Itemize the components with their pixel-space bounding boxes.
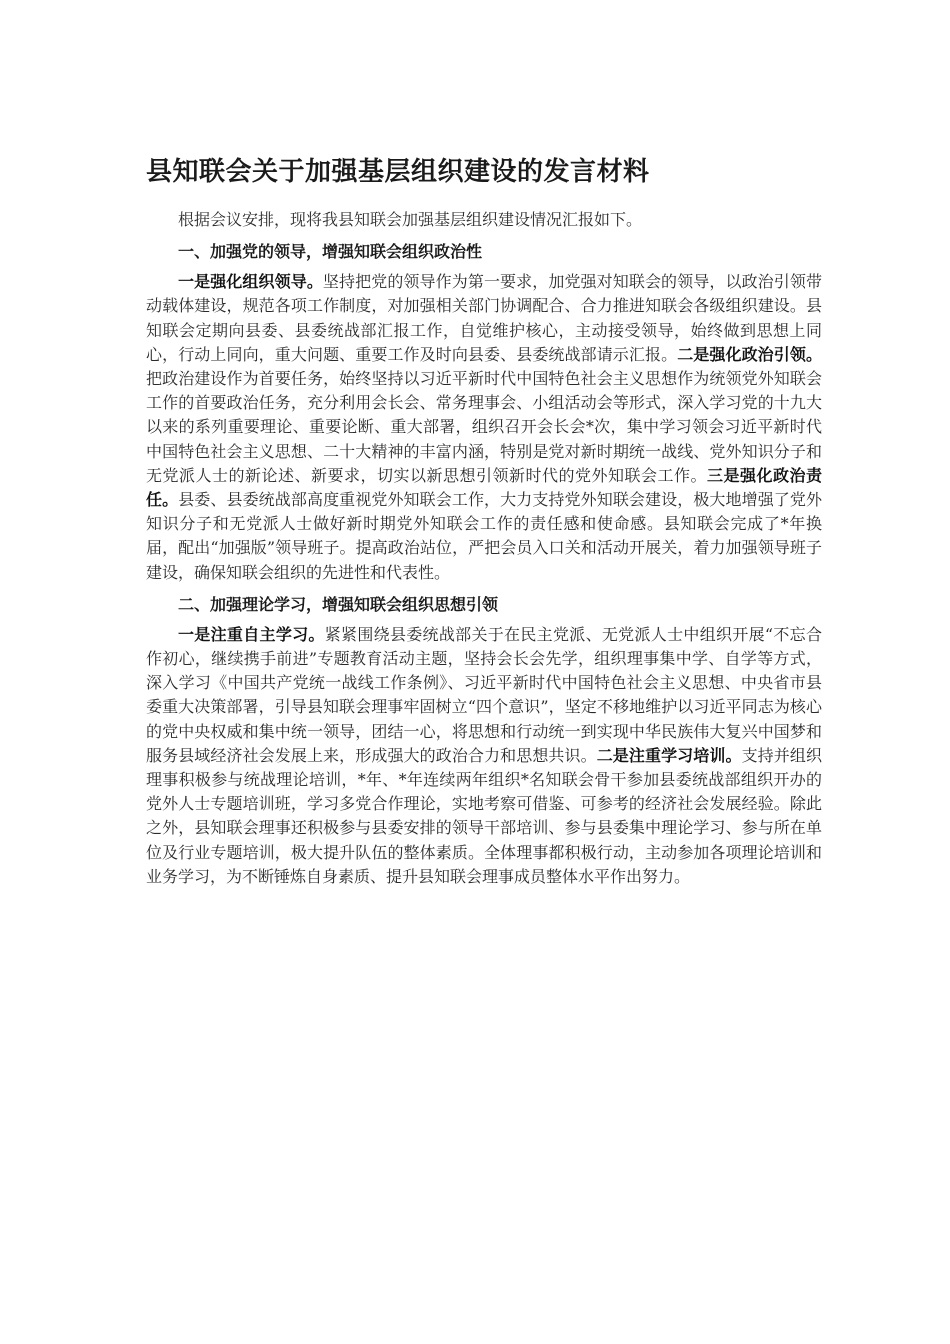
section-2 (146, 593, 822, 889)
section-1 (146, 240, 822, 585)
page-title: 县知联会关于加强基层组织建设的发言材料 (146, 157, 650, 187)
body-text: 把政治建设作为首要任务，始终坚持以习近平新时代中国特色社会主义思想作为统领党外知联会工作的首要政治任务，充分利用会长会、常务理事会、小组活动会等形式，深入学习党的十九大以来的系列重要理论、重要论断、重大部署，组织召开会长会*次，集中学习领会习近平新时代中国特色社会主义思想、二十大精神的丰富内涵，特别是党对新时期统一战线、党外知识分子和无党派人士的新论述、新要求，切实以新思想引领新时代的党外知联会工作。 (146, 369, 822, 485)
lead-phrase: 一是注重自主学习。 (178, 624, 325, 644)
body-text: 支持并组织理事积极参与统战理论培训，*年、*年连续两年组织*名知联会骨干参加县委统战部组织开办的党外人士专题培训班，学习多党合作理论，实地考察可借鉴、可参考的经济社会发展经验。除此之外，县知联会理事还积极参与县委安排的领导干部培训、参与县委集中理论学习、参与所在单位及行业专题培训，极大提升队伍的整体素质。全体理事都积极行动，主动参加各项理论培训和业务学习，为不断锤炼自身素质、提升县知联会理事成员整体水平作出努力。 (146, 745, 822, 886)
section-heading: 二、加强理论学习，增强知联会组织思想引领 (178, 594, 499, 614)
lead-phrase: 二是注重学习培训。 (596, 745, 742, 765)
lead-phrase: 三是强化政治责任。 (146, 465, 822, 510)
body-paragraph (146, 270, 822, 585)
section-heading: 一、加强党的领导，增强知联会组织政治性 (178, 242, 483, 262)
lead-phrase: 二是强化政治引领。 (677, 344, 822, 364)
body-text: 坚持把党的领导作为第一要求，加党强对知联会的领导，以政治引领带动载体建设，规范各项工作制度，对加强相关部门协调配合、合力推进知联会各级组织建设。县知联会定期向县委、县委统战部汇报工作，自觉维护核心，主动接受领导，始终做到思想上同心，行动上同向，重大问题、重要工作及时向县委、县委统战部请示汇报。 (146, 272, 822, 364)
intro-paragraph: 根据会议安排，现将我县知联会加强基层组织建设情况汇报如下。 (178, 210, 643, 229)
body-paragraph (146, 623, 822, 889)
document-body (146, 208, 822, 889)
body-text: 紧紧围绕县委统战部关于在民主党派、无党派人士中组织开展“不忘合作初心，继续携手前进”专题教育活动主题，坚持会长会先学，组织理事集中学、自学等方式，深入学习《中国共产党统一战线工作条例》、习近平新时代中国特色社会主义思想、中央省市县委重大决策部署，引导县知联会理事牢固树立“四个意识”，坚定不移地维护以习近平同志为核心的党中央权威和集中统一领导，团结一心，将思想和行动统一到实现中华民族伟大复兴中国梦和服务县域经济社会发展上来，形成强大的政治合力和思想共识。 (146, 624, 822, 765)
lead-phrase: 一是强化组织领导。 (178, 272, 323, 292)
body-text: 县委、县委统战部高度重视党外知联会工作，大力支持党外知联会建设，极大地增强了党外知识分子和无党派人士做好新时期党外知联会工作的责任感和使命感。县知联会完成了*年换届，配出“加强版”领导班子。提高政治站位，严把会员入口关和活动开展关，着力加强领导班子建设，确保知联会组织的先进性和代表性。 (146, 490, 822, 582)
